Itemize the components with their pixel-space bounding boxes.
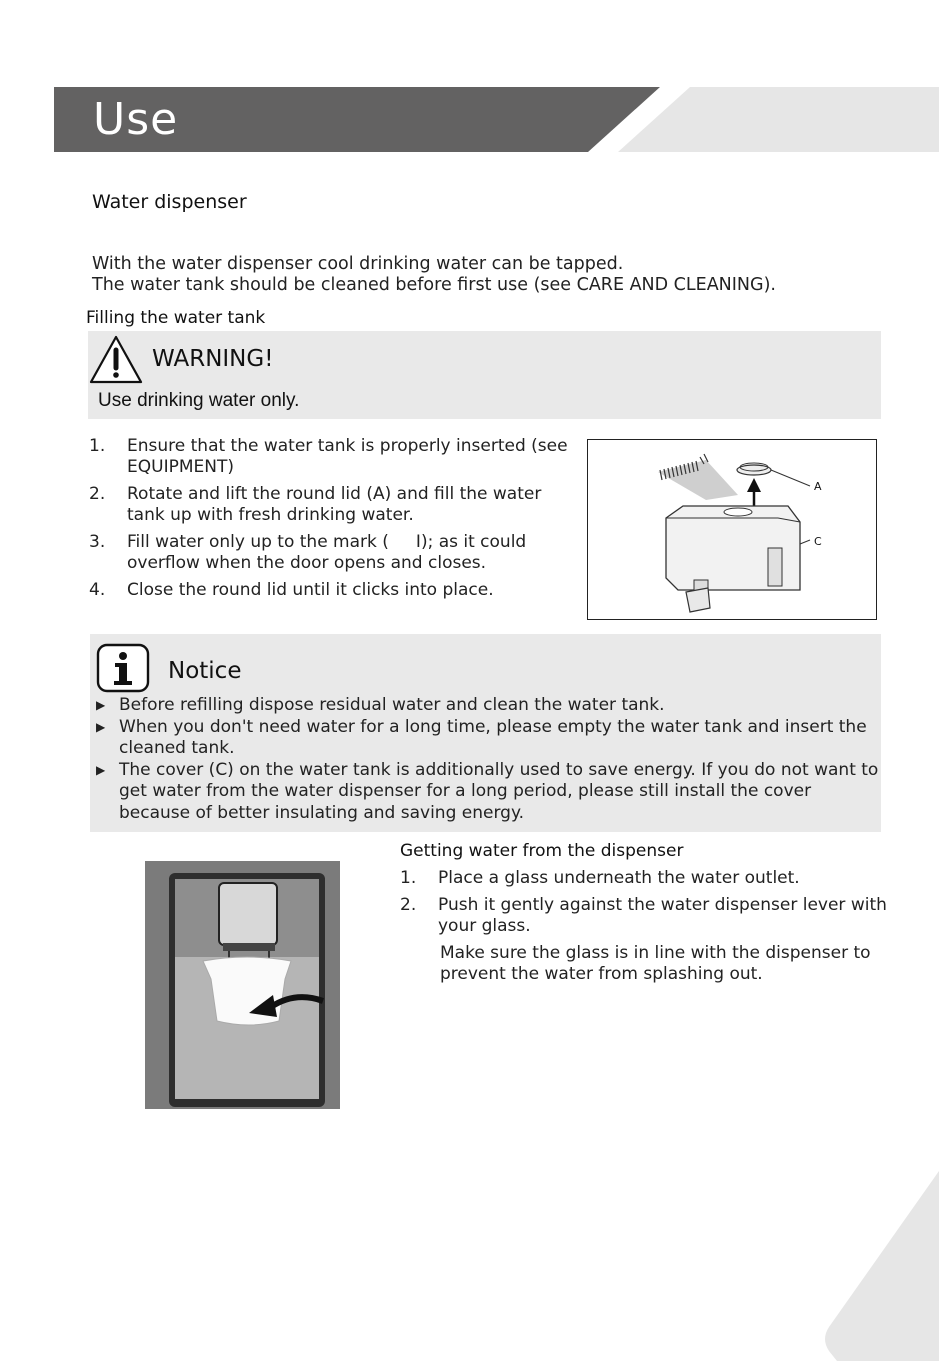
notice-item-text: When you don't need water for a long time, please empty the water tank and insert the cleaned tank. — [119, 716, 867, 758]
step-text: Rotate and lift the round lid (A) and fill the water tank up with fresh drinking water. — [127, 484, 542, 525]
step-text: Ensure that the water tank is properly inserted (see EQUIPMENT) — [127, 436, 568, 477]
dispenser-photo — [145, 861, 340, 1109]
step-number: 2. — [89, 484, 106, 504]
getting-heading: Getting water from the dispenser — [400, 841, 684, 861]
list-item — [96, 760, 881, 825]
warning-text: Use drinking water only. — [98, 390, 300, 411]
section-title: Water dispenser — [92, 191, 247, 213]
step-number: 1. — [400, 868, 417, 888]
list-item — [89, 580, 579, 601]
water-tank-figure — [587, 439, 877, 620]
step-number: 2. — [400, 895, 417, 915]
getting-note: Make sure the glass is in line with the dispenser to prevent the water from splashing out. — [440, 943, 871, 984]
intro-text — [92, 254, 776, 296]
water-tank-illustration — [588, 440, 875, 618]
step-number: 1. — [89, 436, 106, 456]
info-icon — [96, 643, 150, 693]
step-text: Close the round lid until it clicks into place. — [127, 580, 494, 600]
triangle-bullet-icon: ▶ — [96, 762, 106, 777]
list-item — [89, 532, 579, 574]
step-text: Fill water only up to the mark ( I); as it could overflow when the door opens and closes. — [127, 532, 527, 573]
filling-steps — [89, 436, 579, 607]
triangle-bullet-icon: ▶ — [96, 719, 106, 734]
triangle-bullet-icon: ▶ — [96, 698, 106, 712]
notice-item-text: Before refilling dispose residual water and clean the water tank. — [119, 695, 665, 715]
list-item — [89, 484, 579, 526]
list-item — [400, 868, 890, 889]
list-item — [96, 695, 881, 717]
label-c: C — [814, 535, 822, 548]
step-number: 3. — [89, 532, 106, 552]
list-item — [400, 895, 890, 937]
list-item — [89, 436, 579, 478]
warning-triangle-icon — [88, 334, 144, 386]
step-text: Place a glass underneath the water outlet. — [438, 868, 800, 888]
step-number: 4. — [89, 580, 106, 600]
page-title: Use — [93, 94, 179, 145]
warning-title: WARNING! — [152, 346, 274, 372]
getting-water-section — [400, 841, 890, 985]
intro-line-2: The water tank should be cleaned before first use (see CARE AND CLEANING). — [92, 275, 776, 295]
notice-item-text: The cover (C) on the water tank is additionally used to save energy. If you do not want to get water from the water dispenser for a long period, please still install the cover because of better insulating and saving energy. — [119, 759, 879, 823]
list-item — [96, 717, 881, 760]
page-corner-decoration — [819, 1171, 939, 1361]
notice-list — [96, 695, 881, 824]
step-text: Push it gently against the water dispenser lever with your glass. — [438, 895, 887, 936]
label-a: A — [814, 480, 822, 493]
intro-line-1: With the water dispenser cool drinking water can be tapped. — [92, 254, 624, 274]
notice-title: Notice — [168, 658, 242, 684]
filling-heading: Filling the water tank — [86, 308, 266, 328]
